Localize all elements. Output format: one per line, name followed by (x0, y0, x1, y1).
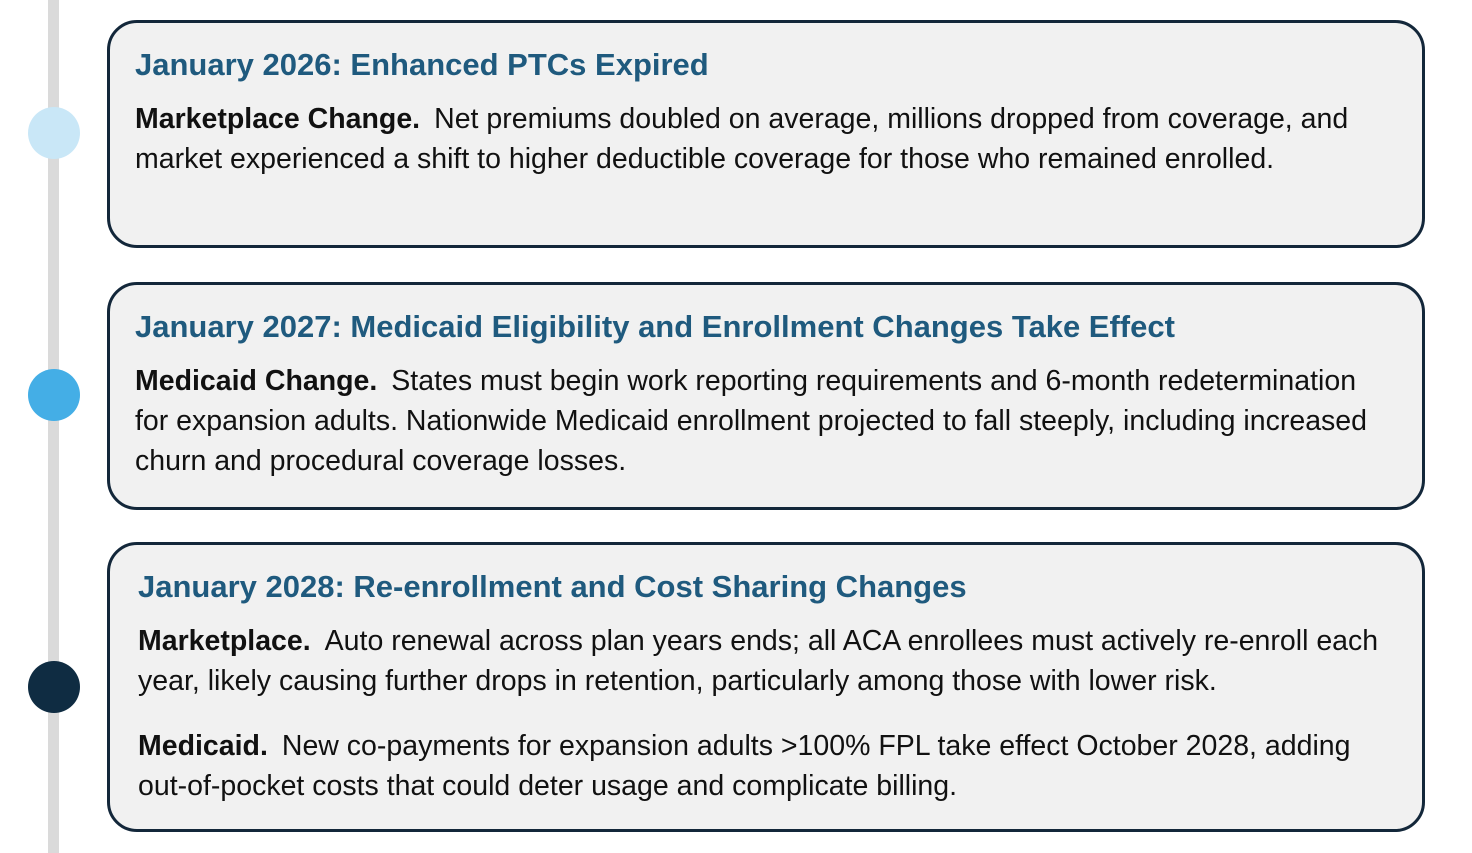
event-lead: Marketplace. (138, 625, 311, 657)
event-text: New co-payments for expansion adults >100% FPL take effect October 2028, adding out-of-pocket costs that could deter usage and complicate billing. (138, 730, 1351, 802)
event-paragraph (138, 621, 1398, 701)
event-lead: Marketplace Change. (135, 103, 421, 135)
event-paragraph (135, 361, 1396, 481)
timeline-marker-2026 (28, 107, 80, 159)
event-title: January 2028: Re-enrollment and Cost Sharing Changes (138, 569, 967, 604)
event-lead: Medicaid. (138, 730, 268, 762)
event-card-2028 (107, 542, 1425, 832)
event-paragraph (135, 99, 1396, 179)
event-paragraph (138, 726, 1398, 806)
timeline-marker-2027 (28, 369, 80, 421)
event-text: States must begin work reporting requirements and 6-month redetermination for expansion adults. Nationwide Medicaid enrollment projected to fall steeply, including increased churn and procedural coverage losses. (135, 365, 1367, 477)
event-title: January 2026: Enhanced PTCs Expired (135, 47, 709, 82)
event-text: Net premiums doubled on average, millions dropped from coverage, and market experienced a shift to higher deductible coverage for those who remained enrolled. (135, 103, 1349, 175)
event-card-2026 (107, 20, 1425, 248)
event-lead: Medicaid Change. (135, 365, 378, 397)
event-title: January 2027: Medicaid Eligibility and Enrollment Changes Take Effect (135, 309, 1175, 344)
timeline-marker-2028 (28, 661, 80, 713)
event-text: Auto renewal across plan years ends; all ACA enrollees must actively re-enroll each year, likely causing further drops in retention, particularly among those with lower risk. (138, 625, 1379, 697)
event-card-2027 (107, 282, 1425, 510)
